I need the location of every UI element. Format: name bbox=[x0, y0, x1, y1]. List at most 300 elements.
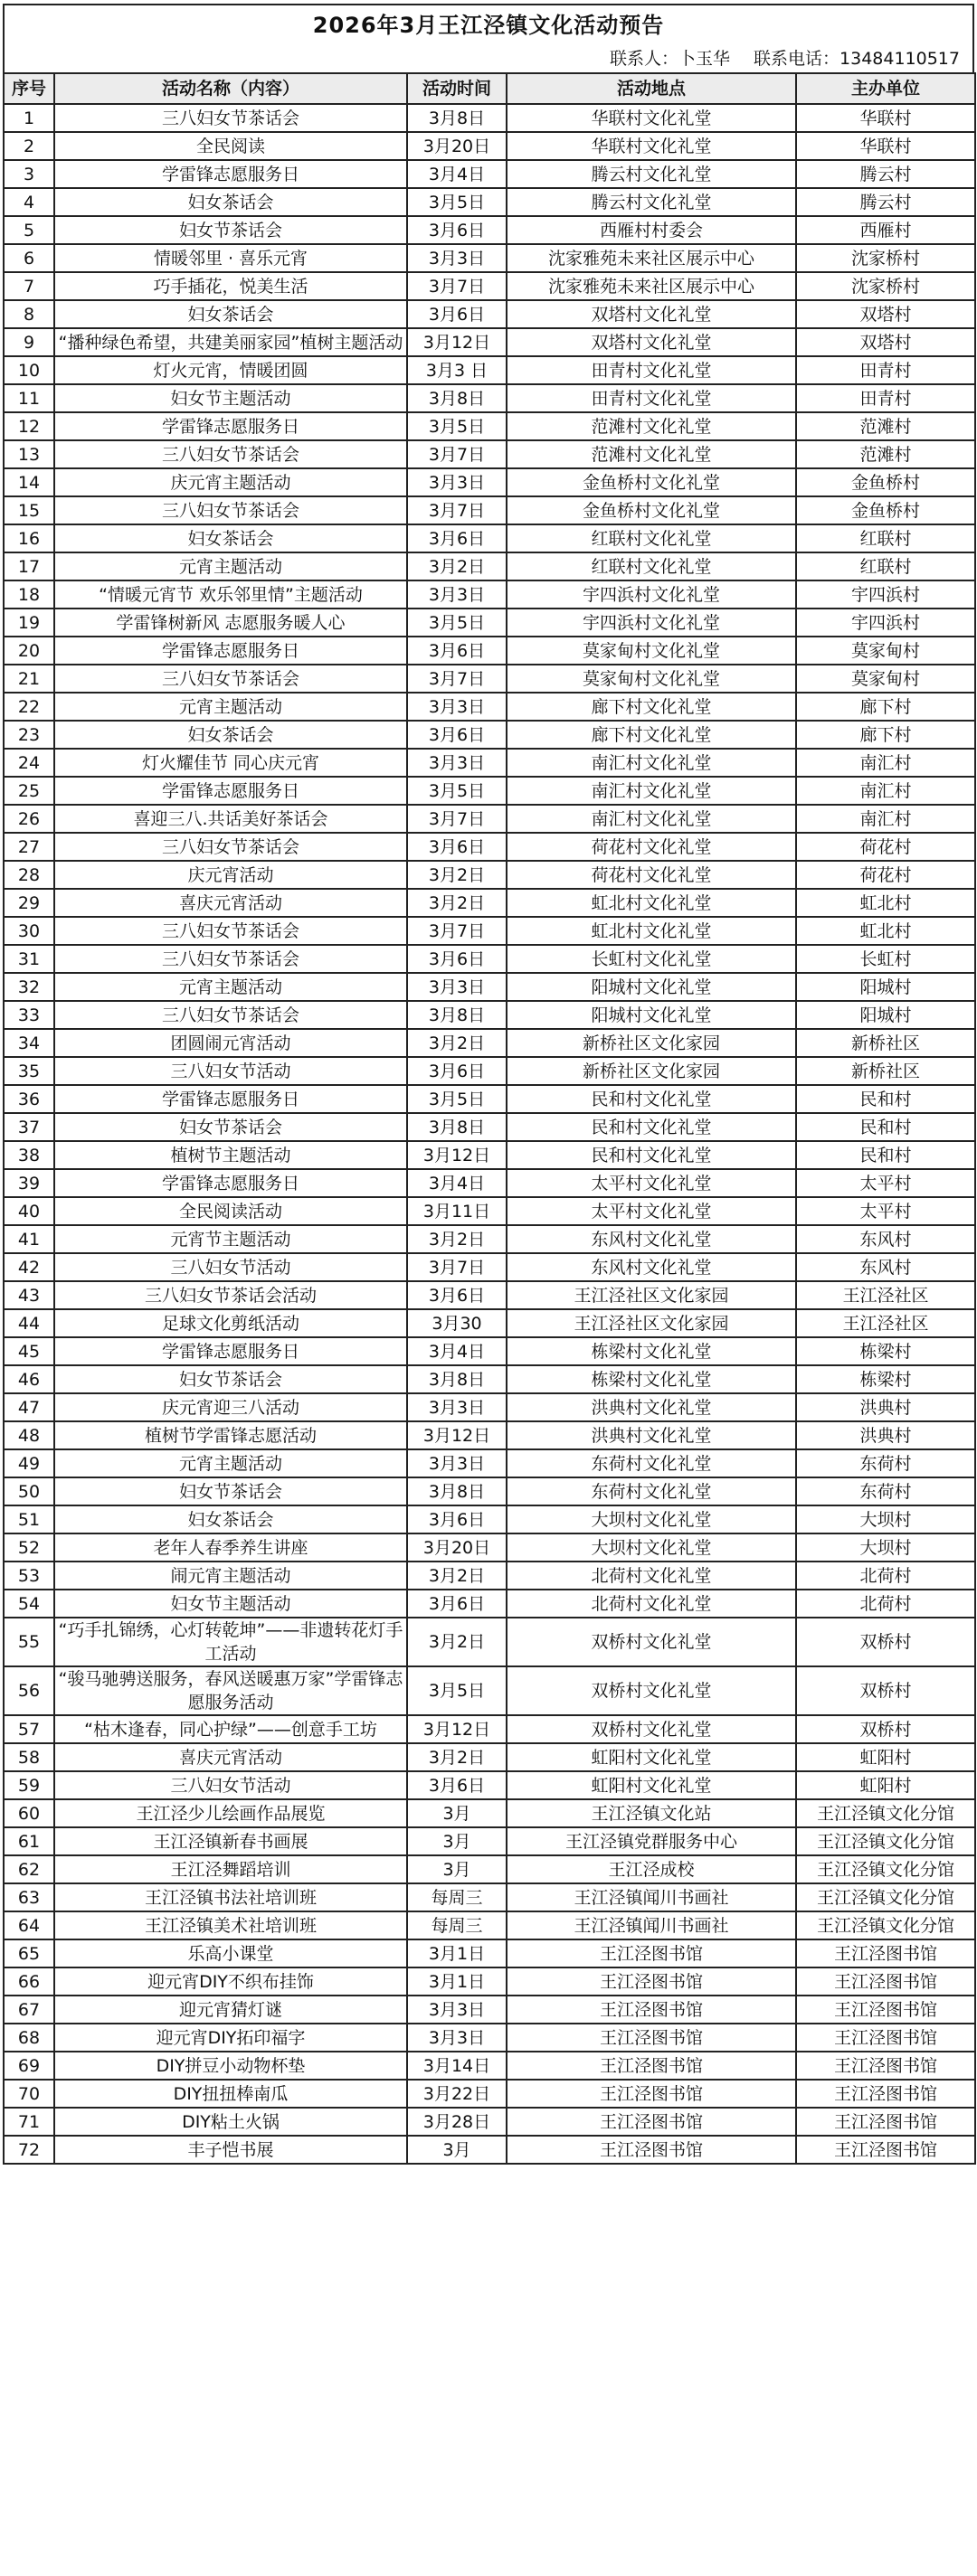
table-row bbox=[4, 861, 975, 889]
cell-activity-name: 妇女节主题活动 bbox=[54, 1590, 407, 1618]
cell-organizer: 太平村 bbox=[796, 1197, 975, 1225]
cell-activity-location: 红联村文化礼堂 bbox=[507, 552, 796, 580]
cell-index: 20 bbox=[4, 637, 54, 665]
cell-activity-time: 3月22日 bbox=[407, 2080, 507, 2108]
cell-organizer: 王江泾图书馆 bbox=[796, 1996, 975, 2024]
header-activity-time: 活动时间 bbox=[407, 73, 507, 104]
cell-activity-location: 双桥村文化礼堂 bbox=[507, 1666, 796, 1715]
cell-organizer: 腾云村 bbox=[796, 188, 975, 216]
table-row bbox=[4, 1197, 975, 1225]
cell-index: 50 bbox=[4, 1477, 54, 1505]
cell-activity-time: 3月6日 bbox=[407, 216, 507, 244]
cell-activity-location: 田青村文化礼堂 bbox=[507, 384, 796, 412]
cell-organizer: 红联村 bbox=[796, 524, 975, 552]
cell-organizer: 宇四浜村 bbox=[796, 609, 975, 637]
cell-activity-time: 3月6日 bbox=[407, 1771, 507, 1799]
cell-organizer: 东荷村 bbox=[796, 1477, 975, 1505]
cell-activity-time: 3月8日 bbox=[407, 384, 507, 412]
cell-index: 4 bbox=[4, 188, 54, 216]
cell-activity-name: 学雷锋志愿服务日 bbox=[54, 637, 407, 665]
cell-organizer: 王江泾图书馆 bbox=[796, 2052, 975, 2080]
table-row bbox=[4, 1001, 975, 1029]
cell-activity-name: 妇女茶话会 bbox=[54, 524, 407, 552]
cell-activity-location: 红联村文化礼堂 bbox=[507, 524, 796, 552]
cell-organizer: 双桥村 bbox=[796, 1715, 975, 1743]
table-row bbox=[4, 609, 975, 637]
cell-activity-time: 3月4日 bbox=[407, 1169, 507, 1197]
cell-activity-name: “骏马驰骋送服务，春风送暖惠万家”学雷锋志愿服务活动 bbox=[54, 1666, 407, 1715]
cell-index: 47 bbox=[4, 1393, 54, 1421]
cell-organizer: 洪典村 bbox=[796, 1393, 975, 1421]
table-row bbox=[4, 412, 975, 440]
cell-activity-location: 沈家雅苑未来社区展示中心 bbox=[507, 272, 796, 300]
cell-index: 40 bbox=[4, 1197, 54, 1225]
cell-activity-time: 3月14日 bbox=[407, 2052, 507, 2080]
cell-activity-time: 3月8日 bbox=[407, 1477, 507, 1505]
cell-index: 18 bbox=[4, 580, 54, 609]
cell-activity-location: 民和村文化礼堂 bbox=[507, 1141, 796, 1169]
cell-organizer: 王江泾图书馆 bbox=[796, 2024, 975, 2052]
cell-organizer: 南汇村 bbox=[796, 805, 975, 833]
cell-activity-time: 3月8日 bbox=[407, 1001, 507, 1029]
cell-organizer: 华联村 bbox=[796, 132, 975, 160]
cell-organizer: 王江泾图书馆 bbox=[796, 2136, 975, 2164]
cell-activity-time: 3月20日 bbox=[407, 132, 507, 160]
cell-activity-time: 3月7日 bbox=[407, 665, 507, 693]
cell-index: 44 bbox=[4, 1309, 54, 1337]
cell-activity-time: 3月6日 bbox=[407, 945, 507, 973]
cell-activity-time: 每周三 bbox=[407, 1911, 507, 1939]
cell-index: 5 bbox=[4, 216, 54, 244]
cell-activity-location: 南汇村文化礼堂 bbox=[507, 805, 796, 833]
cell-index: 39 bbox=[4, 1169, 54, 1197]
cell-activity-location: 王江泾成校 bbox=[507, 1855, 796, 1883]
cell-index: 62 bbox=[4, 1855, 54, 1883]
cell-activity-location: 宇四浜村文化礼堂 bbox=[507, 609, 796, 637]
cell-activity-time: 3月 bbox=[407, 1827, 507, 1855]
cell-activity-location: 栋梁村文化礼堂 bbox=[507, 1337, 796, 1365]
cell-activity-name: 老年人春季养生讲座 bbox=[54, 1533, 407, 1562]
cell-activity-location: 东风村文化礼堂 bbox=[507, 1225, 796, 1253]
cell-index: 54 bbox=[4, 1590, 54, 1618]
table-row bbox=[4, 1996, 975, 2024]
cell-activity-name: 全民阅读活动 bbox=[54, 1197, 407, 1225]
cell-activity-time: 3月1日 bbox=[407, 1967, 507, 1996]
table-row bbox=[4, 1771, 975, 1799]
cell-activity-name: DIY粘土火锅 bbox=[54, 2108, 407, 2136]
cell-index: 15 bbox=[4, 496, 54, 524]
cell-activity-time: 3月8日 bbox=[407, 1113, 507, 1141]
cell-activity-location: 双桥村文化礼堂 bbox=[507, 1618, 796, 1666]
cell-organizer: 太平村 bbox=[796, 1169, 975, 1197]
cell-index: 56 bbox=[4, 1666, 54, 1715]
cell-activity-name: 丰子恺书展 bbox=[54, 2136, 407, 2164]
cell-index: 72 bbox=[4, 2136, 54, 2164]
cell-activity-location: 华联村文化礼堂 bbox=[507, 104, 796, 132]
cell-activity-time: 3月6日 bbox=[407, 721, 507, 749]
cell-activity-location: 双塔村文化礼堂 bbox=[507, 328, 796, 356]
cell-activity-location: 宇四浜村文化礼堂 bbox=[507, 580, 796, 609]
cell-activity-location: 阳城村文化礼堂 bbox=[507, 1001, 796, 1029]
cell-index: 14 bbox=[4, 468, 54, 496]
table-row bbox=[4, 721, 975, 749]
cell-activity-time: 3月3日 bbox=[407, 693, 507, 721]
cell-activity-location: 栋梁村文化礼堂 bbox=[507, 1365, 796, 1393]
cell-index: 42 bbox=[4, 1253, 54, 1281]
cell-organizer: 沈家桥村 bbox=[796, 272, 975, 300]
cell-activity-name: 学雷锋志愿服务日 bbox=[54, 412, 407, 440]
table-row bbox=[4, 1393, 975, 1421]
header-activity-name: 活动名称（内容） bbox=[54, 73, 407, 104]
cell-organizer: 王江泾社区 bbox=[796, 1281, 975, 1309]
cell-activity-location: 东荷村文化礼堂 bbox=[507, 1477, 796, 1505]
cell-organizer: 虹北村 bbox=[796, 889, 975, 917]
cell-activity-location: 王江泾镇闻川书画社 bbox=[507, 1911, 796, 1939]
cell-activity-name: 灯火元宵，情暖团圆 bbox=[54, 356, 407, 384]
cell-activity-location: 王江泾图书馆 bbox=[507, 2052, 796, 2080]
cell-activity-location: 民和村文化礼堂 bbox=[507, 1085, 796, 1113]
cell-organizer: 沈家桥村 bbox=[796, 244, 975, 272]
cell-activity-time: 3月5日 bbox=[407, 188, 507, 216]
cell-organizer: 腾云村 bbox=[796, 160, 975, 188]
table-row bbox=[4, 2136, 975, 2164]
cell-organizer: 田青村 bbox=[796, 384, 975, 412]
cell-activity-location: 王江泾社区文化家园 bbox=[507, 1309, 796, 1337]
table-row bbox=[4, 132, 975, 160]
cell-organizer: 双塔村 bbox=[796, 328, 975, 356]
table-row bbox=[4, 749, 975, 777]
cell-activity-location: 荷花村文化礼堂 bbox=[507, 833, 796, 861]
cell-activity-name: 妇女茶话会 bbox=[54, 721, 407, 749]
table-row bbox=[4, 1365, 975, 1393]
table-row bbox=[4, 2052, 975, 2080]
cell-activity-time: 3月8日 bbox=[407, 1365, 507, 1393]
cell-organizer: 莫家甸村 bbox=[796, 665, 975, 693]
table-row bbox=[4, 1505, 975, 1533]
table-row bbox=[4, 833, 975, 861]
cell-activity-name: 王江泾镇新春书画展 bbox=[54, 1827, 407, 1855]
cell-activity-name: 灯火耀佳节 同心庆元宵 bbox=[54, 749, 407, 777]
table-row bbox=[4, 1057, 975, 1085]
table-row bbox=[4, 889, 975, 917]
cell-organizer: 东风村 bbox=[796, 1225, 975, 1253]
cell-activity-name: 迎元宵DIY拓印福字 bbox=[54, 2024, 407, 2052]
table-row bbox=[4, 244, 975, 272]
cell-activity-time: 3月3日 bbox=[407, 973, 507, 1001]
cell-activity-name: 三八妇女节茶话会 bbox=[54, 496, 407, 524]
cell-activity-name: 三八妇女节茶话会 bbox=[54, 945, 407, 973]
cell-organizer: 虹阳村 bbox=[796, 1743, 975, 1771]
cell-index: 64 bbox=[4, 1911, 54, 1939]
header-organizer: 主办单位 bbox=[796, 73, 975, 104]
cell-activity-time: 3月12日 bbox=[407, 1421, 507, 1449]
table-row bbox=[4, 665, 975, 693]
cell-activity-location: 廊下村文化礼堂 bbox=[507, 721, 796, 749]
contact-phone: 联系电话：13484110517 bbox=[754, 49, 960, 69]
cell-organizer: 南汇村 bbox=[796, 749, 975, 777]
cell-index: 71 bbox=[4, 2108, 54, 2136]
cell-activity-location: 莫家甸村文化礼堂 bbox=[507, 665, 796, 693]
cell-activity-time: 3月3日 bbox=[407, 244, 507, 272]
cell-activity-location: 王江泾镇党群服务中心 bbox=[507, 1827, 796, 1855]
cell-activity-location: 双桥村文化礼堂 bbox=[507, 1715, 796, 1743]
cell-index: 66 bbox=[4, 1967, 54, 1996]
cell-activity-time: 3月6日 bbox=[407, 1505, 507, 1533]
table-row bbox=[4, 1666, 975, 1715]
cell-activity-time: 3月2日 bbox=[407, 889, 507, 917]
cell-activity-name: 妇女节茶话会 bbox=[54, 1113, 407, 1141]
cell-activity-time: 3月3日 bbox=[407, 1393, 507, 1421]
table-row bbox=[4, 552, 975, 580]
cell-activity-time: 3月3日 bbox=[407, 749, 507, 777]
cell-activity-location: 沈家雅苑未来社区展示中心 bbox=[507, 244, 796, 272]
cell-activity-time: 3月2日 bbox=[407, 1029, 507, 1057]
cell-index: 8 bbox=[4, 300, 54, 328]
cell-activity-time: 3月2日 bbox=[407, 1618, 507, 1666]
notice-sheet bbox=[3, 0, 974, 2165]
cell-activity-time: 3月4日 bbox=[407, 160, 507, 188]
cell-activity-name: 喜庆元宵活动 bbox=[54, 889, 407, 917]
cell-activity-name: 迎元宵猜灯谜 bbox=[54, 1996, 407, 2024]
table-row bbox=[4, 440, 975, 468]
cell-index: 1 bbox=[4, 104, 54, 132]
table-row bbox=[4, 356, 975, 384]
cell-activity-location: 王江泾图书馆 bbox=[507, 2108, 796, 2136]
cell-activity-time: 3月20日 bbox=[407, 1533, 507, 1562]
cell-activity-name: 三八妇女节茶话会 bbox=[54, 665, 407, 693]
cell-activity-time: 3月3日 bbox=[407, 468, 507, 496]
cell-activity-name: 元宵主题活动 bbox=[54, 693, 407, 721]
cell-activity-name: 巧手插花，悦美生活 bbox=[54, 272, 407, 300]
table-row bbox=[4, 1113, 975, 1141]
cell-activity-name: 学雷锋志愿服务日 bbox=[54, 1169, 407, 1197]
cell-activity-location: 新桥社区文化家园 bbox=[507, 1057, 796, 1085]
cell-activity-name: 妇女茶话会 bbox=[54, 300, 407, 328]
cell-index: 31 bbox=[4, 945, 54, 973]
cell-activity-name: 三八妇女节茶话会 bbox=[54, 440, 407, 468]
cell-index: 2 bbox=[4, 132, 54, 160]
cell-activity-location: 虹阳村文化礼堂 bbox=[507, 1771, 796, 1799]
cell-index: 59 bbox=[4, 1771, 54, 1799]
cell-activity-time: 3月2日 bbox=[407, 861, 507, 889]
cell-organizer: 金鱼桥村 bbox=[796, 496, 975, 524]
cell-activity-location: 金鱼桥村文化礼堂 bbox=[507, 468, 796, 496]
cell-index: 7 bbox=[4, 272, 54, 300]
cell-index: 38 bbox=[4, 1141, 54, 1169]
cell-activity-name: “枯木逢春，同心护绿”——创意手工坊 bbox=[54, 1715, 407, 1743]
cell-activity-location: 太平村文化礼堂 bbox=[507, 1197, 796, 1225]
cell-activity-location: 南汇村文化礼堂 bbox=[507, 777, 796, 805]
header-activity-location: 活动地点 bbox=[507, 73, 796, 104]
cell-index: 55 bbox=[4, 1618, 54, 1666]
cell-activity-time: 3月28日 bbox=[407, 2108, 507, 2136]
cell-activity-location: 范滩村文化礼堂 bbox=[507, 412, 796, 440]
cell-activity-location: 王江泾社区文化家园 bbox=[507, 1281, 796, 1309]
cell-activity-time: 3月3日 bbox=[407, 2024, 507, 2052]
cell-activity-time: 3月7日 bbox=[407, 805, 507, 833]
cell-activity-name: DIY拼豆小动物杯垫 bbox=[54, 2052, 407, 2080]
cell-activity-name: 庆元宵迎三八活动 bbox=[54, 1393, 407, 1421]
table-row bbox=[4, 973, 975, 1001]
cell-activity-name: 闹元宵主题活动 bbox=[54, 1562, 407, 1590]
cell-activity-name: 元宵主题活动 bbox=[54, 1449, 407, 1477]
cell-activity-time: 3月6日 bbox=[407, 300, 507, 328]
table-row bbox=[4, 1253, 975, 1281]
cell-activity-location: 大坝村文化礼堂 bbox=[507, 1533, 796, 1562]
cell-organizer: 宇四浜村 bbox=[796, 580, 975, 609]
cell-index: 10 bbox=[4, 356, 54, 384]
cell-activity-name: 妇女节茶话会 bbox=[54, 1477, 407, 1505]
cell-activity-location: 王江泾图书馆 bbox=[507, 2080, 796, 2108]
cell-organizer: 王江泾镇文化分馆 bbox=[796, 1911, 975, 1939]
cell-index: 13 bbox=[4, 440, 54, 468]
cell-activity-location: 洪典村文化礼堂 bbox=[507, 1421, 796, 1449]
cell-organizer: 栋梁村 bbox=[796, 1365, 975, 1393]
cell-activity-time: 3月 bbox=[407, 2136, 507, 2164]
table-row bbox=[4, 1225, 975, 1253]
cell-activity-time: 3月30 bbox=[407, 1309, 507, 1337]
cell-index: 11 bbox=[4, 384, 54, 412]
cell-index: 24 bbox=[4, 749, 54, 777]
cell-index: 27 bbox=[4, 833, 54, 861]
cell-activity-name: 三八妇女节茶话会 bbox=[54, 104, 407, 132]
cell-activity-location: 金鱼桥村文化礼堂 bbox=[507, 496, 796, 524]
cell-activity-name: 元宵主题活动 bbox=[54, 552, 407, 580]
cell-index: 43 bbox=[4, 1281, 54, 1309]
cell-activity-name: 全民阅读 bbox=[54, 132, 407, 160]
cell-organizer: 荷花村 bbox=[796, 833, 975, 861]
cell-index: 3 bbox=[4, 160, 54, 188]
cell-index: 53 bbox=[4, 1562, 54, 1590]
cell-activity-name: 团圆闹元宵活动 bbox=[54, 1029, 407, 1057]
cell-activity-time: 3月6日 bbox=[407, 1057, 507, 1085]
cell-activity-location: 腾云村文化礼堂 bbox=[507, 188, 796, 216]
cell-activity-time: 3月8日 bbox=[407, 104, 507, 132]
cell-activity-location: 大坝村文化礼堂 bbox=[507, 1505, 796, 1533]
contact-line bbox=[3, 45, 974, 72]
cell-index: 58 bbox=[4, 1743, 54, 1771]
cell-index: 51 bbox=[4, 1505, 54, 1533]
cell-index: 49 bbox=[4, 1449, 54, 1477]
cell-activity-time: 3月6日 bbox=[407, 833, 507, 861]
cell-organizer: 田青村 bbox=[796, 356, 975, 384]
cell-activity-location: 王江泾镇文化站 bbox=[507, 1799, 796, 1827]
table-row bbox=[4, 1309, 975, 1337]
cell-activity-time: 3月5日 bbox=[407, 1666, 507, 1715]
cell-activity-time: 3月7日 bbox=[407, 917, 507, 945]
cell-activity-location: 廊下村文化礼堂 bbox=[507, 693, 796, 721]
cell-index: 41 bbox=[4, 1225, 54, 1253]
cell-activity-time: 3月3日 bbox=[407, 580, 507, 609]
cell-activity-name: 妇女茶话会 bbox=[54, 188, 407, 216]
cell-organizer: 荷花村 bbox=[796, 861, 975, 889]
cell-activity-location: 太平村文化礼堂 bbox=[507, 1169, 796, 1197]
cell-activity-time: 3月6日 bbox=[407, 1590, 507, 1618]
cell-index: 65 bbox=[4, 1939, 54, 1967]
cell-organizer: 王江泾图书馆 bbox=[796, 1939, 975, 1967]
cell-index: 60 bbox=[4, 1799, 54, 1827]
cell-index: 32 bbox=[4, 973, 54, 1001]
cell-organizer: 华联村 bbox=[796, 104, 975, 132]
cell-organizer: 王江泾镇文化分馆 bbox=[796, 1883, 975, 1911]
cell-activity-time: 3月5日 bbox=[407, 1085, 507, 1113]
cell-activity-name: 妇女节主题活动 bbox=[54, 384, 407, 412]
cell-activity-location: 民和村文化礼堂 bbox=[507, 1113, 796, 1141]
table-row bbox=[4, 1618, 975, 1666]
cell-activity-name: 三八妇女节活动 bbox=[54, 1771, 407, 1799]
cell-index: 37 bbox=[4, 1113, 54, 1141]
cell-organizer: 阳城村 bbox=[796, 1001, 975, 1029]
cell-organizer: 廊下村 bbox=[796, 693, 975, 721]
table-row bbox=[4, 1743, 975, 1771]
cell-organizer: 双桥村 bbox=[796, 1666, 975, 1715]
cell-organizer: 民和村 bbox=[796, 1113, 975, 1141]
cell-activity-location: 南汇村文化礼堂 bbox=[507, 749, 796, 777]
cell-index: 19 bbox=[4, 609, 54, 637]
cell-index: 70 bbox=[4, 2080, 54, 2108]
table-row bbox=[4, 1827, 975, 1855]
table-row bbox=[4, 272, 975, 300]
table-row bbox=[4, 2108, 975, 2136]
cell-activity-name: 王江泾舞蹈培训 bbox=[54, 1855, 407, 1883]
table-row bbox=[4, 1533, 975, 1562]
cell-activity-name: “巧手扎锦绣，心灯转乾坤”——非遗转花灯手工活动 bbox=[54, 1618, 407, 1666]
cell-activity-name: 庆元宵主题活动 bbox=[54, 468, 407, 496]
cell-organizer: 大坝村 bbox=[796, 1533, 975, 1562]
cell-activity-time: 3月2日 bbox=[407, 1225, 507, 1253]
cell-index: 16 bbox=[4, 524, 54, 552]
cell-activity-name: 学雷锋志愿服务日 bbox=[54, 160, 407, 188]
table-row bbox=[4, 468, 975, 496]
cell-activity-name: 三八妇女节茶话会 bbox=[54, 833, 407, 861]
table-row bbox=[4, 2080, 975, 2108]
table-row bbox=[4, 917, 975, 945]
cell-activity-time: 3月2日 bbox=[407, 1562, 507, 1590]
cell-organizer: 东风村 bbox=[796, 1253, 975, 1281]
table-row bbox=[4, 1337, 975, 1365]
table-row bbox=[4, 300, 975, 328]
cell-activity-time: 3月6日 bbox=[407, 1281, 507, 1309]
cell-index: 35 bbox=[4, 1057, 54, 1085]
table-row bbox=[4, 1967, 975, 1996]
cell-activity-name: 妇女节茶话会 bbox=[54, 216, 407, 244]
cell-organizer: 东荷村 bbox=[796, 1449, 975, 1477]
cell-activity-time: 3月7日 bbox=[407, 272, 507, 300]
cell-index: 9 bbox=[4, 328, 54, 356]
cell-activity-name: DIY扭扭棒南瓜 bbox=[54, 2080, 407, 2108]
cell-index: 34 bbox=[4, 1029, 54, 1057]
cell-activity-time: 3月12日 bbox=[407, 1715, 507, 1743]
cell-organizer: 民和村 bbox=[796, 1085, 975, 1113]
table-row bbox=[4, 1421, 975, 1449]
cell-activity-time: 3月 bbox=[407, 1799, 507, 1827]
cell-index: 69 bbox=[4, 2052, 54, 2080]
table-row bbox=[4, 216, 975, 244]
table-header-row bbox=[4, 73, 975, 104]
cell-activity-name: 三八妇女节茶话会活动 bbox=[54, 1281, 407, 1309]
cell-organizer: 王江泾镇文化分馆 bbox=[796, 1855, 975, 1883]
cell-activity-location: 王江泾图书馆 bbox=[507, 1967, 796, 1996]
cell-activity-name: 植树节学雷锋志愿活动 bbox=[54, 1421, 407, 1449]
cell-index: 22 bbox=[4, 693, 54, 721]
cell-index: 36 bbox=[4, 1085, 54, 1113]
table-row bbox=[4, 805, 975, 833]
cell-activity-location: 莫家甸村文化礼堂 bbox=[507, 637, 796, 665]
cell-organizer: 红联村 bbox=[796, 552, 975, 580]
cell-activity-time: 3月5日 bbox=[407, 609, 507, 637]
cell-activity-name: 乐高小课堂 bbox=[54, 1939, 407, 1967]
cell-activity-time: 3月1日 bbox=[407, 1939, 507, 1967]
